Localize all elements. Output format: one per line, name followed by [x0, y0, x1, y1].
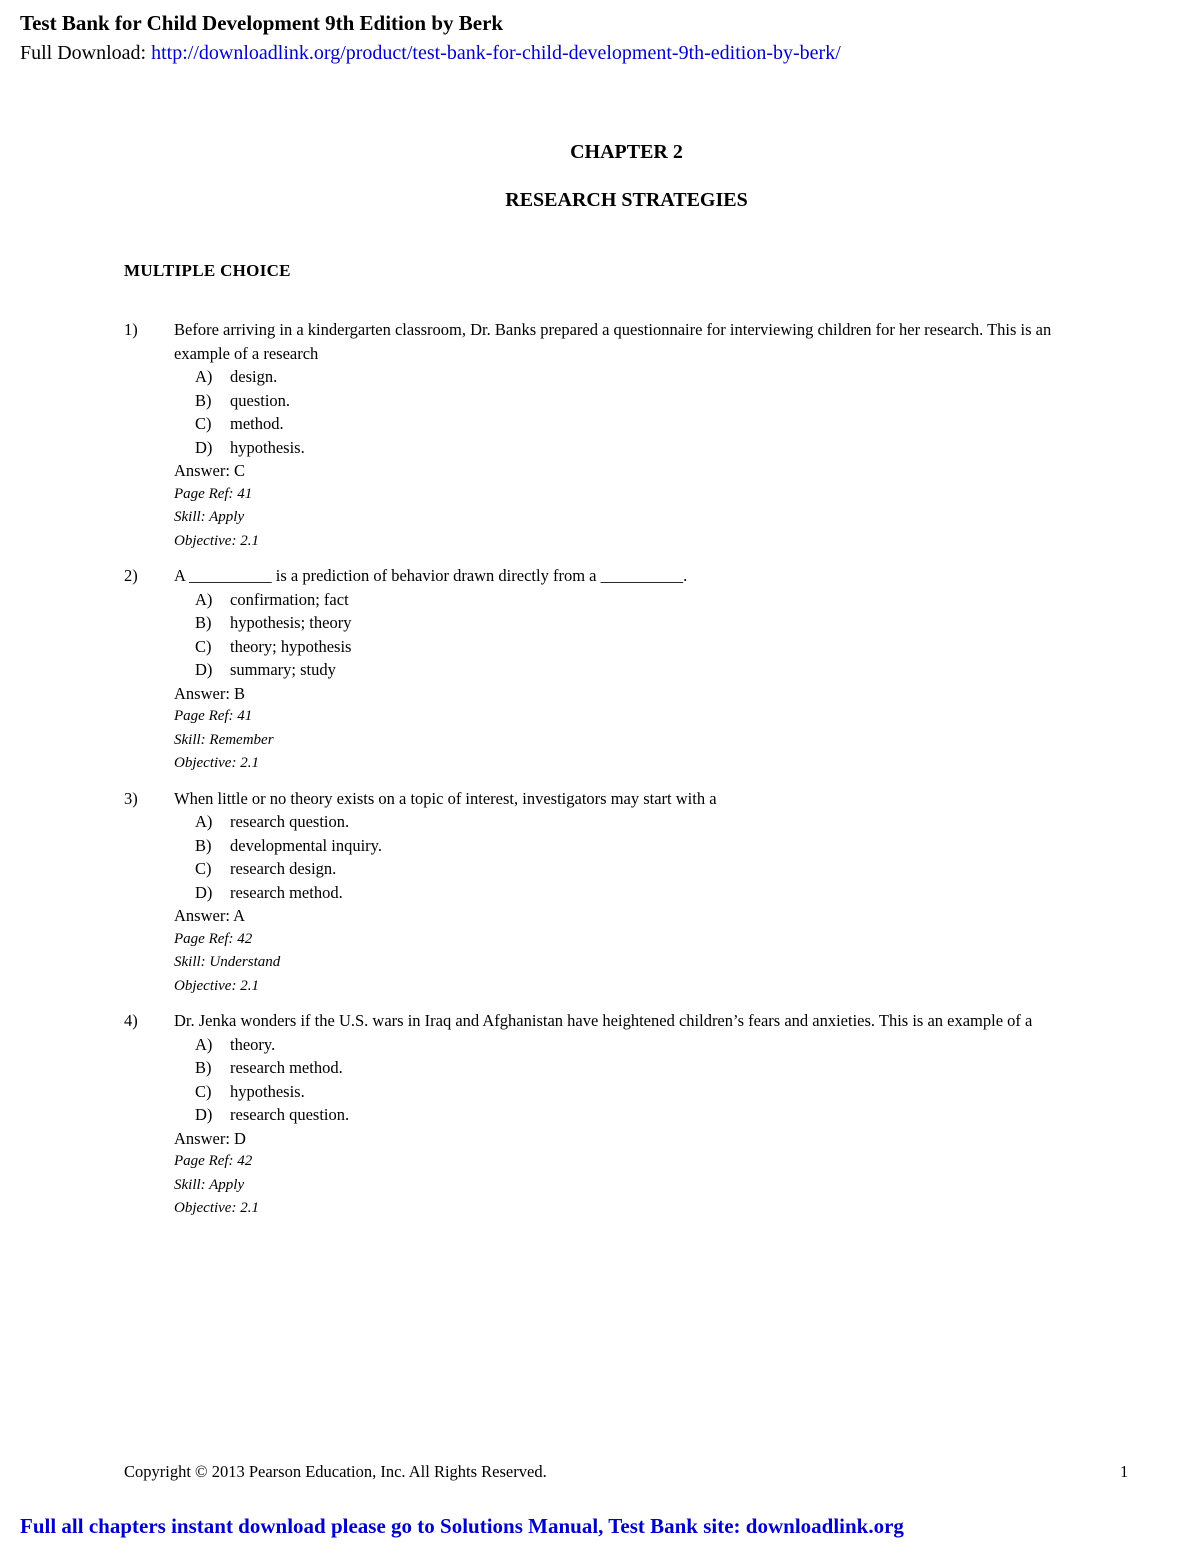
choice-letter: A) — [195, 367, 213, 386]
question-stem — [124, 318, 1104, 365]
answer: Answer: B — [174, 683, 246, 703]
chapter-number: CHAPTER 2 — [570, 141, 683, 163]
choice-text: research question. — [230, 812, 350, 831]
banner-title: Test Bank for Child Development 9th Edition by Berk — [20, 11, 504, 35]
choice-d — [195, 1103, 1104, 1127]
question-stem — [124, 787, 1104, 811]
choice-a — [195, 588, 1104, 612]
page-number: 1 — [1120, 1462, 1129, 1481]
question-list — [124, 318, 1104, 1232]
choice-text: question. — [230, 390, 291, 410]
choice-c — [195, 412, 1104, 436]
skill: Skill: Apply — [174, 509, 245, 525]
choice-text: method. — [230, 414, 284, 433]
choice-b — [195, 1056, 1104, 1080]
question-stem — [124, 1009, 1104, 1033]
choice-d — [195, 881, 1104, 905]
answer: Answer: C — [174, 461, 246, 480]
choice-text: developmental inquiry. — [230, 835, 382, 855]
choice-letter: C) — [195, 1081, 212, 1101]
choice-letter: B) — [195, 613, 212, 632]
choice-c — [195, 635, 1104, 659]
choice-b — [195, 834, 1104, 858]
choice-b — [195, 611, 1104, 635]
choice-text: theory; hypothesis — [230, 636, 352, 656]
choice-text: hypothesis. — [230, 1081, 305, 1101]
choice-letter: D) — [195, 882, 213, 902]
choice-text: research design. — [230, 859, 337, 878]
skill: Skill: Apply — [174, 1176, 245, 1193]
choice-a — [195, 810, 1104, 834]
choice-text: research method. — [230, 882, 343, 902]
choice-letter: B) — [195, 1058, 212, 1077]
question-stem — [124, 564, 1104, 588]
choice-text: design. — [230, 367, 278, 386]
choice-letter: C) — [195, 414, 212, 433]
objective: Objective: 2.1 — [174, 1200, 259, 1216]
choice-text: hypothesis. — [230, 437, 305, 457]
download-line — [20, 40, 841, 66]
page-ref: Page Ref: 41 — [174, 708, 253, 724]
choice-text: research method. — [230, 1058, 343, 1077]
question-number: 4) — [124, 1011, 138, 1030]
choice-text: confirmation; fact — [230, 589, 349, 609]
page-ref: Page Ref: 41 — [174, 485, 253, 502]
download-banner[interactable]: Full all chapters instant download please go to Solutions Manual, Test Bank site: downloadlink.org — [20, 1514, 904, 1538]
question-item — [124, 318, 1104, 553]
choice-letter: C) — [195, 859, 212, 878]
skill: Skill: Understand — [174, 954, 281, 970]
question-number: 1) — [124, 320, 138, 339]
question-item — [124, 787, 1104, 999]
question-number: 2) — [124, 566, 138, 585]
choice-letter: B) — [195, 390, 212, 410]
choice-a — [195, 1033, 1104, 1057]
choice-c — [195, 1080, 1104, 1104]
objective: Objective: 2.1 — [174, 755, 259, 771]
choice-letter: A) — [195, 1034, 213, 1054]
question-text: A __________ is a prediction of behavior drawn directly from a __________. — [174, 566, 688, 585]
page-ref: Page Ref: 42 — [174, 1153, 253, 1169]
choice-d — [195, 658, 1104, 682]
question-item — [124, 1009, 1104, 1221]
copyright-notice: Copyright © 2013 Pearson Education, Inc. All Rights Reserved. — [124, 1462, 547, 1481]
chapter-title: RESEARCH STRATEGIES — [505, 189, 748, 211]
question-text: Before arriving in a kindergarten classroom, Dr. Banks prepared a questionnaire for interviewing children for her research. This is an example of a research — [174, 320, 1052, 363]
choice-b — [195, 389, 1104, 413]
question-text: When little or no theory exists on a topic of interest, investigators may start with a — [174, 788, 717, 808]
page-ref: Page Ref: 42 — [174, 930, 253, 947]
choice-a — [195, 365, 1104, 389]
download-link[interactable]: http://downloadlink.org/product/test-bank-for-child-development-9th-edition-by-berk/ — [151, 42, 841, 64]
skill: Skill: Remember — [174, 731, 274, 748]
choice-c — [195, 857, 1104, 881]
objective: Objective: 2.1 — [174, 532, 259, 549]
question-number: 3) — [124, 788, 138, 808]
download-label: Full Download: — [20, 42, 147, 64]
choice-letter: A) — [195, 589, 213, 609]
choice-d — [195, 436, 1104, 460]
question-item — [124, 564, 1104, 776]
choice-letter: D) — [195, 437, 213, 457]
choice-letter: D) — [195, 1105, 213, 1124]
section-heading: MULTIPLE CHOICE — [124, 261, 291, 280]
choice-letter: C) — [195, 636, 212, 656]
choice-text: theory. — [230, 1034, 276, 1054]
choice-letter: B) — [195, 835, 212, 855]
choice-text: hypothesis; theory — [230, 613, 352, 632]
choice-letter: D) — [195, 660, 213, 679]
choice-text: research question. — [230, 1105, 350, 1124]
objective: Objective: 2.1 — [174, 977, 259, 994]
answer: Answer: D — [174, 1128, 246, 1148]
choice-letter: A) — [195, 812, 213, 831]
question-text: Dr. Jenka wonders if the U.S. wars in Iraq and Afghanistan have heightened children’s fears and anxieties. This is an example of a — [174, 1011, 1033, 1030]
answer: Answer: A — [174, 906, 246, 925]
choice-text: summary; study — [230, 660, 336, 679]
